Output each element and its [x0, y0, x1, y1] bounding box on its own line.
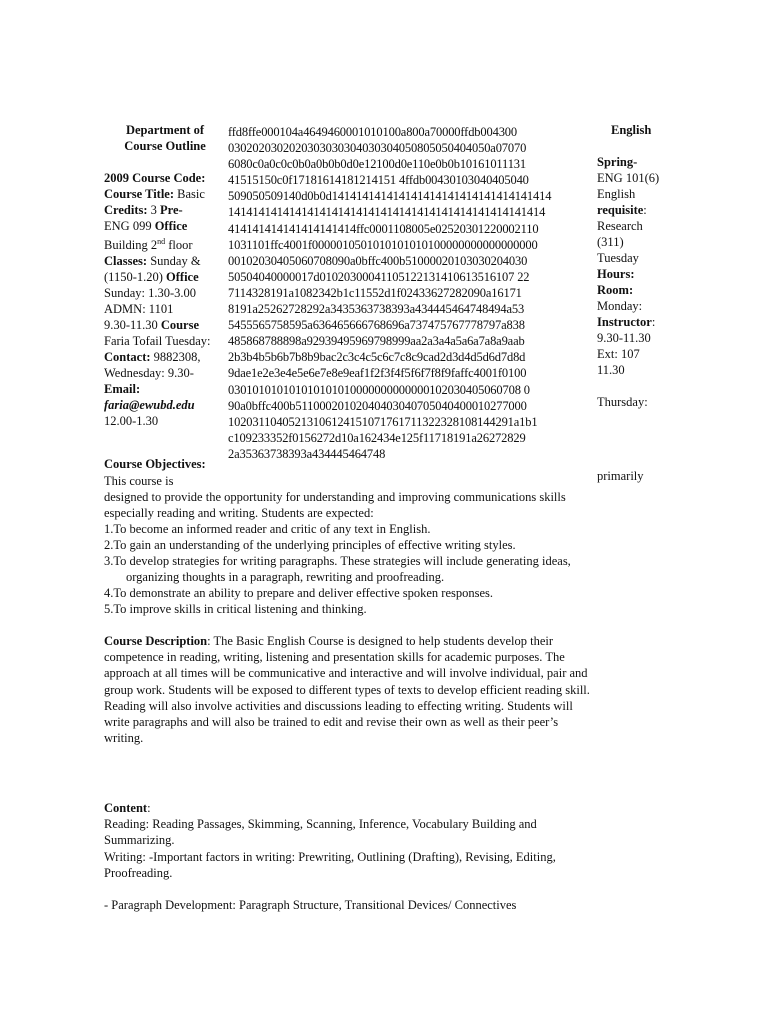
classes-line [104, 253, 226, 269]
course-title-value: Basic [177, 187, 205, 201]
office-label: Office [154, 219, 188, 233]
objective-item: 1.To become an informed reader and critic of any text in English. [104, 522, 431, 536]
hex-line: 414141414141414141414ffc0001108005e02520301220002110 [228, 221, 539, 236]
contact-line [104, 349, 226, 365]
hex-data-block [228, 124, 598, 462]
hex-line: ffd8ffe000104a4649460001010100a800a70000ffdb004300 [228, 125, 517, 139]
english-value: English [597, 187, 636, 201]
hex-line: 509050509140d0b0d141414141414141414141414141414141414 [228, 189, 552, 204]
objective-item: 3.To develop strategies for writing paragraphs. These strategies will include generating ideas, [104, 554, 571, 568]
course-code-label: 2009 Course Code: [104, 171, 206, 185]
hex-line: 6080c0a0c0c0b0a0b0b0d0e12100d0e110e0b0b10161011131 [228, 157, 526, 172]
classes-label: Classes: [104, 254, 148, 269]
classes-value: Sunday & [150, 254, 201, 269]
email-value: faria@ewubd.edu [104, 398, 195, 413]
objectives-intro-2: designed to provide the opportunity for understanding and improving communications skills [104, 490, 566, 504]
room-label: Room: [597, 283, 634, 297]
time-last-line: 12.00-1.30 [104, 414, 159, 429]
contact-value: 9882308, [153, 350, 201, 365]
research-value: Research [597, 219, 643, 233]
course-outline-heading: Course Outline [124, 139, 206, 153]
credits-line [104, 202, 226, 218]
hex-line: 7114328191a1082342b1c11552d1f02433627282090a16171 [228, 285, 522, 300]
hex-line: 8191a25262728292a3435363738393a434445464748494a53 [228, 302, 525, 317]
description-line: writing. [104, 731, 144, 746]
hex-line: 00102030405060708090a0bffc400b51000020103030204030 [228, 253, 528, 268]
hex-line: 0302020302020303030304030304050805050404050a07070 [228, 141, 527, 156]
instructor-colon: : [651, 315, 656, 329]
course-code-line [104, 170, 226, 186]
hex-line: 1414141414141414141414141414141414141414141414141414 [228, 205, 546, 220]
requisite-colon: : [643, 203, 647, 217]
faculty-line: Faria Tofail Tuesday: [104, 334, 211, 349]
content-colon: : [147, 801, 151, 815]
hex-line: 485868788898a92939495969798999aa2a3a4a5a6a7a8a9aab [228, 334, 525, 349]
left-column [104, 122, 226, 429]
course-title-label: Course Title: [104, 187, 175, 201]
hex-line: 41515150c0f17181614181214151 4ffdb00430103040405040 [228, 173, 529, 188]
description-line: write paragraphs and will also be trained to edit and revise their own as well as their peer’s [104, 715, 559, 730]
time1-value: 9.30-11.30 [597, 331, 651, 345]
office-value-b: floor [168, 238, 193, 253]
office-value-sup: nd [157, 237, 166, 246]
objective-item: 2.To gain an understanding of the underlying principles of effective writing styles. [104, 538, 516, 552]
pre-value: ENG 099 [104, 219, 152, 233]
right-column [597, 122, 669, 484]
content-reading-2: Summarizing. [104, 833, 175, 848]
office-hours-sunday: Sunday: 1.30-3.00 [104, 286, 197, 301]
classes-time: (1150-1.20) [104, 270, 163, 285]
pre-office-line [104, 218, 226, 234]
hex-line: 5455565758595a636465666768696a737475767778797a838 [228, 318, 525, 333]
email-label: Email: [104, 382, 141, 397]
description-line: competence in reading, writing, listening and presentation skills for academic purposes. The [104, 650, 565, 665]
content-section [104, 800, 674, 913]
description-label: Course Description [104, 634, 208, 648]
tuesday-value: Tuesday [597, 251, 639, 265]
contact-label: Contact: [104, 350, 151, 365]
hex-line: 1031101ffc4001f0000010501010101010100000000000000000 [228, 237, 538, 252]
english-heading: English [611, 123, 652, 137]
hex-line: 50504040000017d01020300041105122131410613516107 22 [228, 269, 530, 284]
hex-line: 2a35363738393a434445464748 [228, 446, 386, 461]
objective-item-continued: organizing thoughts in a paragraph, rewriting and proofreading. [126, 570, 445, 584]
description-line: approach at all times will be communicative and interactive and will involve individual, pair and [104, 666, 588, 681]
hex-line: c109233352f0156272d10a162434e125f11718191a26272829 [228, 430, 526, 445]
admn-line: ADMN: 1101 [104, 302, 174, 317]
eng101-value: ENG 101(6) [597, 171, 660, 185]
time-course-line [104, 317, 226, 333]
description-line: Reading will also involve activities and discussions leading to effecting writing. Students will [104, 698, 573, 713]
wednesday-line: Wednesday: 9.30- [104, 366, 194, 381]
time-value: 9.30-11.30 [104, 318, 158, 333]
objective-item: 4.To demonstrate an ability to prepare and deliver effective spoken responses. [104, 586, 494, 600]
objectives-intro-1: This course is [104, 474, 174, 488]
office2-label: Office [166, 270, 199, 285]
primarily-value: primarily [597, 469, 644, 483]
content-paragraph: - Paragraph Development: Paragraph Structure, Transitional Devices/ Connectives [104, 898, 517, 913]
content-writing-2: Proofreading. [104, 865, 173, 880]
email-label-line [104, 381, 226, 397]
content-writing-1: Writing: -Important factors in writing: Prewriting, Outlining (Drafting), Revising, Editing, [104, 849, 556, 864]
credits-label: Credits: [104, 203, 148, 217]
content-reading-1: Reading: Reading Passages, Skimming, Scanning, Inference, Vocabulary Building and [104, 817, 537, 832]
hex-line: 10203110405213106124151071761711322328108144291a1b1 [228, 414, 538, 429]
hex-line: 030101010101010101010000000000000102030405060708 0 [228, 382, 530, 397]
objective-item: 5.To improve skills in critical listening and thinking. [104, 602, 367, 616]
objectives-heading: Course Objectives: [104, 457, 206, 471]
credits-value: 3 [150, 203, 157, 217]
office-value-line [104, 234, 226, 253]
hex-line: 9dae1e2e3e4e5e6e7e8e9eaf1f2f3f4f5f6f7f8f9faffc4001f0100 [228, 366, 527, 381]
classes-time-line [104, 269, 226, 285]
email-value-line [104, 397, 226, 413]
hex-line: 2b3b4b5b6b7b8b9bac2c3c4c5c6c7c8c9cad2d3d4d5d6d7d8d [228, 350, 526, 365]
description-line: : The Basic English Course is designed to help students develop their [207, 634, 554, 648]
ext-value: Ext: 107 [597, 347, 640, 361]
content-label: Content [104, 801, 148, 815]
room-311: (311) [597, 235, 624, 249]
office-value-a: Building 2 [104, 238, 158, 253]
monday-value: Monday: [597, 299, 643, 313]
time2-value: 11.30 [597, 363, 625, 377]
objectives-intro-3: especially reading and writing. Students are expected: [104, 506, 374, 520]
hex-line: 90a0bffc400b51100020102040403040705040400010277000 [228, 398, 527, 413]
description-line: group work. Students will be exposed to different types of texts to develop efficient reading skill. [104, 682, 590, 697]
spring-label: Spring- [597, 155, 638, 169]
requisite-label: requisite [597, 203, 644, 217]
thursday-value: Thursday: [597, 395, 648, 409]
hours-label: Hours: [597, 267, 635, 281]
instructor-label: Instructor [597, 315, 652, 329]
pre-label: Pre- [160, 203, 183, 217]
department-line: Department of [125, 123, 205, 137]
objectives-body [104, 473, 624, 617]
course-label: Course [160, 318, 200, 333]
course-description [104, 633, 674, 746]
course-title-line [104, 186, 226, 202]
